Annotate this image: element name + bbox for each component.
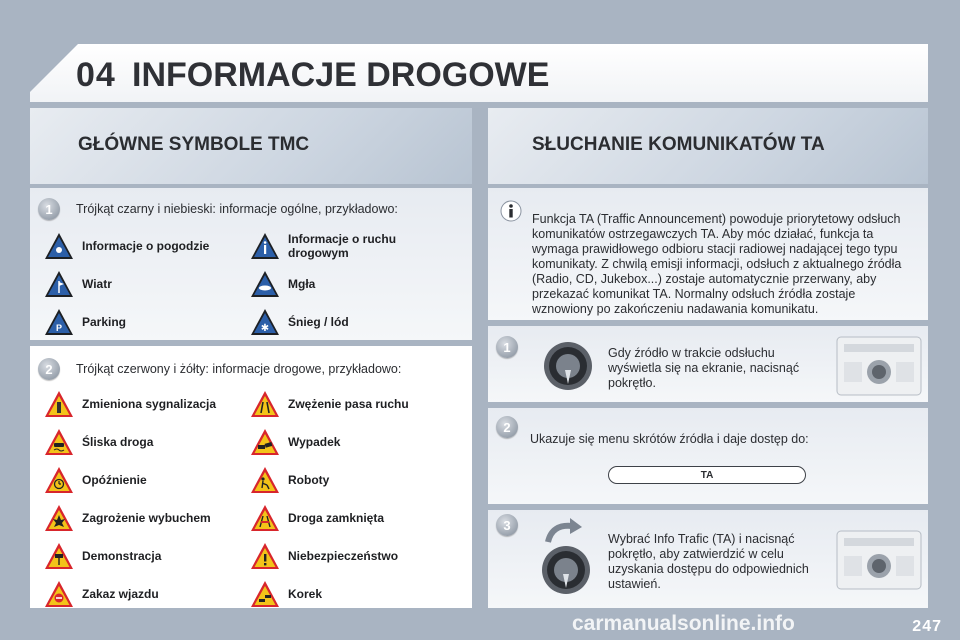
symbol-snow-ice: ✱ Śnieg / lód xyxy=(250,308,349,336)
symbol-accident: Wypadek xyxy=(250,428,340,456)
group2-lead: Trójkąt czerwony i żółty: informacje drogowe, przykładowo: xyxy=(76,362,402,376)
lane-narrowing-icon xyxy=(250,390,280,418)
step3-text: Wybrać Info Trafic (TA) i nacisnąć pokrętło, aby zatwierdzić w celu uzyskania dostępu do odpowiednich ustawień. xyxy=(608,532,809,591)
symbol-lane-narrowing: Zwężenie pasa ruchu xyxy=(250,390,409,418)
delay-icon xyxy=(44,466,74,494)
group2-badge: 2 xyxy=(38,358,60,380)
left-section-heading: GŁÓWNE SYMBOLE TMC xyxy=(78,134,310,155)
left-section-header xyxy=(30,108,472,184)
radio-unit-icon xyxy=(836,336,922,396)
rotary-knob-icon xyxy=(540,544,592,596)
symbol-danger: Niebezpieczeństwo xyxy=(250,542,398,570)
symbol-fog: Mgła xyxy=(250,270,315,298)
symbol-traffic-jam: Korek xyxy=(250,580,322,608)
explosion-hazard-icon xyxy=(44,504,74,532)
weather-info-icon xyxy=(44,232,74,260)
step2-badge: 2 xyxy=(496,416,518,438)
symbol-wind: Wiatr xyxy=(44,270,112,298)
symbol-roadworks: Roboty xyxy=(250,466,329,494)
page-number: 247 xyxy=(912,618,942,635)
symbol-slippery-road: Śliska droga xyxy=(44,428,153,456)
step2-panel xyxy=(488,408,928,504)
rotary-knob-icon xyxy=(542,340,594,392)
accident-icon xyxy=(250,428,280,456)
radio-unit-icon xyxy=(836,530,922,590)
symbol-demonstration: Demonstracja xyxy=(44,542,161,570)
traffic-info-icon xyxy=(250,232,280,260)
demonstration-icon xyxy=(44,542,74,570)
step1-badge: 1 xyxy=(496,336,518,358)
symbol-explosion-hazard: Zagrożenie wybuchem xyxy=(44,504,211,532)
symbol-no-entry: Zakaz wjazdu xyxy=(44,580,159,608)
group1-lead: Trójkąt czarny i niebieski: informacje ogólne, przykładowo: xyxy=(76,202,398,216)
step3-badge: 3 xyxy=(496,514,518,536)
slippery-road-icon xyxy=(44,428,74,456)
symbol-delay: Opóźnienie xyxy=(44,466,147,494)
changed-signals-icon xyxy=(44,390,74,418)
symbol-traffic-info: Informacje o ruchu drogowym xyxy=(250,232,410,260)
symbol-road-closed: Droga zamknięta xyxy=(250,504,384,532)
chapter-number: 04 xyxy=(76,56,116,94)
ta-info-text: Funkcja TA (Traffic Announcement) powoduje priorytetowy odsłuch komunikatów ostrzegawczych TA. Aby móc działać, funkcja ta wymaga prawidłowego odbioru stacji radiowej nadającej tego typu komunikaty. Z chwilą emisji informacji, odsłuch z aktualnego źródła (Radio, CD, Jukebox...) zostaje automatycznie przerwany, aby przekazać komunikat TA. Normalny odsłuch źródła zostaje wznowiony po zakończeniu nadawania komunikatu. xyxy=(532,212,902,316)
svg-text:P: P xyxy=(55,323,63,333)
danger-icon xyxy=(250,542,280,570)
wind-icon xyxy=(44,270,74,298)
no-entry-icon xyxy=(44,580,74,608)
info-icon xyxy=(500,200,522,222)
svg-text:✱: ✱ xyxy=(260,323,270,334)
road-closed-icon xyxy=(250,504,280,532)
roadworks-icon xyxy=(250,466,280,494)
fog-icon xyxy=(250,270,280,298)
group1-badge: 1 xyxy=(38,198,60,220)
parking-icon xyxy=(44,308,74,336)
chapter-title: INFORMACJE DROGOWE xyxy=(132,56,550,94)
snow-ice-icon xyxy=(250,308,280,336)
step1-text: Gdy źródło w trakcie odsłuchu wyświetla się na ekranie, nacisnąć pokrętło. xyxy=(608,346,800,390)
symbol-changed-signals: Zmieniona sygnalizacja xyxy=(44,390,216,418)
step2-text: Ukazuje się menu skrótów źródła i daje dostęp do: xyxy=(530,432,809,446)
symbol-parking: P Parking xyxy=(44,308,126,336)
ta-menu-item[interactable]: TA xyxy=(608,466,806,484)
watermark: carmanualsonline.info xyxy=(572,612,795,635)
right-section-header xyxy=(488,108,928,184)
rotate-arrow-icon xyxy=(544,516,584,546)
symbol-weather: Informacje o pogodzie xyxy=(44,232,209,260)
right-section-heading: SŁUCHANIE KOMUNIKATÓW TA xyxy=(532,134,825,155)
traffic-jam-icon xyxy=(250,580,280,608)
